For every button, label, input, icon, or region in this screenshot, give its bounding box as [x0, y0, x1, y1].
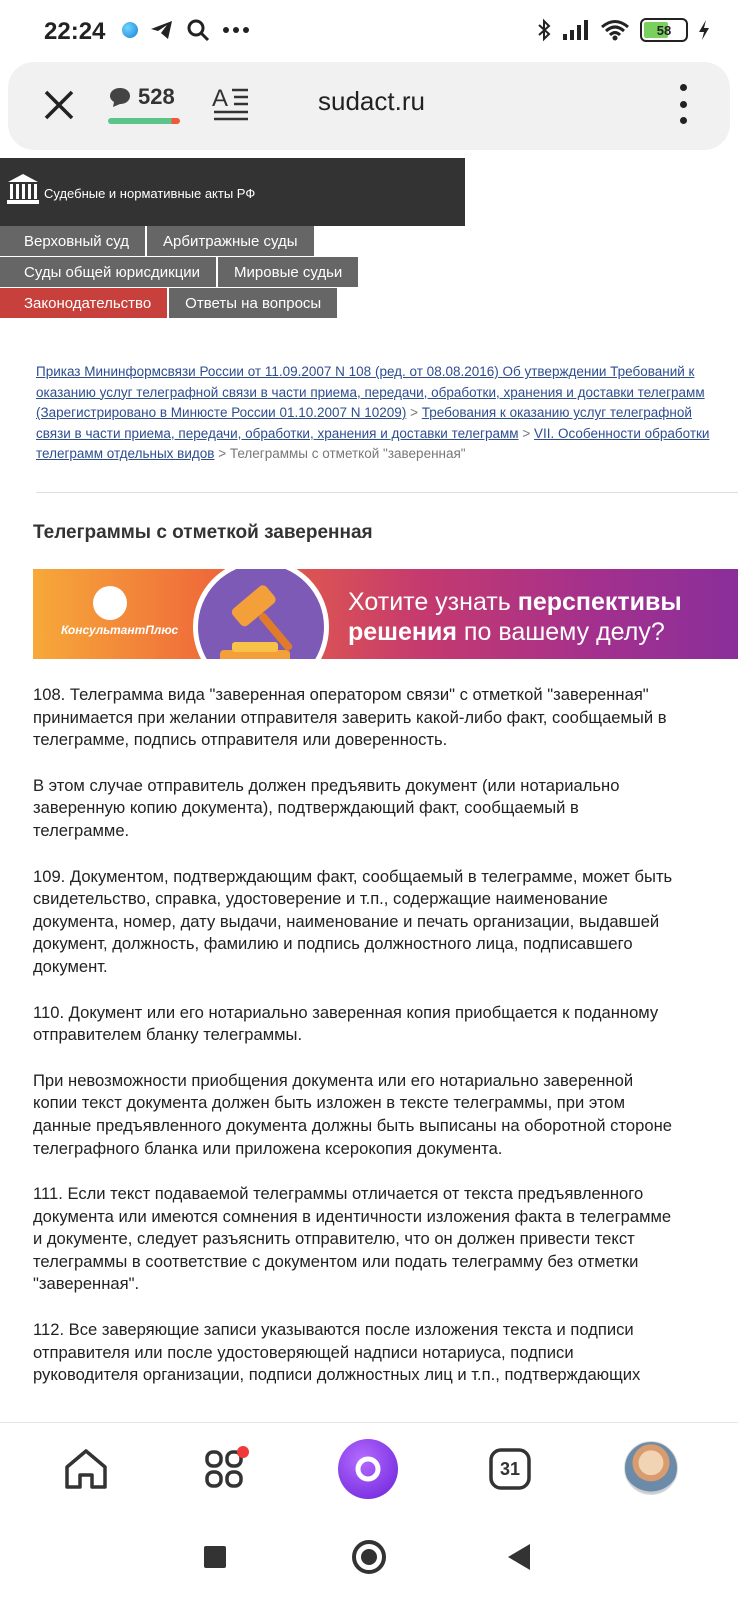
status-system-icons — [536, 18, 710, 42]
paragraph: 112. Все заверяющие записи указываются после изложения текста и подписи отправителя или после удостоверяющей надписи нотариуса, подписи руководителя организации, подписи должностных лиц и т.п., подтверждающих — [33, 1320, 641, 1385]
nav-row-3 — [0, 288, 339, 318]
system-nav-bar — [0, 1514, 738, 1600]
reader-mode-icon[interactable] — [212, 82, 252, 122]
wifi-icon — [600, 19, 630, 41]
home-button[interactable] — [60, 1443, 112, 1495]
browser-bottom-nav — [0, 1422, 738, 1514]
status-notification-icons — [122, 18, 250, 42]
banner-line1-normal: Хотите узнать — [348, 588, 518, 616]
nav-tab-legislation[interactable]: Законодательство — [0, 288, 169, 318]
breadcrumb — [36, 362, 716, 465]
status-bar — [0, 0, 738, 62]
paragraph: В этом случае отправитель должен предъявить документ (или нотариально заверенную копию документа), подтверждающий факт, сообщаемый в телеграмме. — [33, 775, 620, 840]
bluetooth-icon — [536, 18, 552, 42]
alice-icon — [353, 1454, 383, 1484]
tabs-count: 31 — [499, 1458, 521, 1479]
browser-menu-icon[interactable] — [676, 84, 690, 124]
status-time: 22:24 — [44, 18, 106, 45]
battery-level: 58 — [656, 22, 672, 38]
article-body — [33, 684, 738, 1410]
banner-line2-normal: по вашему делу? — [456, 618, 665, 646]
banner-line1-bold: перспективы — [517, 588, 682, 616]
telegram-icon — [150, 19, 174, 41]
paragraph: При невозможности приобщения документа или его нотариально заверенной копии текст документа должен быть изложен в тексте телеграммы, при этом данные предъявленного документа должны быть выписаны на оборотной стороне телеграфного бланка или приложена ксерокопия документа. — [33, 1070, 672, 1158]
close-icon[interactable] — [38, 84, 80, 126]
nav-tab-general-courts[interactable]: Суды общей юрисдикции — [0, 257, 218, 287]
alice-assistant-button[interactable] — [338, 1439, 398, 1499]
recents-button[interactable] — [204, 1546, 226, 1568]
app-notification-icon — [122, 22, 138, 38]
page-title: Телеграммы с отметкой заверенная — [33, 522, 373, 543]
nav-tab-qa[interactable]: Ответы на вопросы — [169, 288, 339, 318]
breadcrumb-link-section[interactable]: VII. Особенности обработки телеграмм отдельных видов — [36, 425, 710, 461]
gavel-icon — [198, 569, 324, 659]
nav-tab-arbitration-courts[interactable]: Арбитражные суды — [147, 226, 316, 256]
banner-line2-bold: решения — [348, 618, 457, 646]
paragraph: 109. Документом, подтверждающим факт, сообщаемый в телеграмме, может быть свидетельство, справка, удостоверение и т.п., содержащие наименование документа, номер, дату выдачи, наименование и печать организации, выдавшей документ, должность, фамилию и подпись должностного лица, подписавшего документ. — [33, 866, 673, 976]
paragraph: 108. Телеграмма вида "заверенная оператором связи" с отметкой "заверенная" принимается при желании отправителя заверить какой-либо факт, сообщаемый в телеграмме, подпись отправителя или доверенность. — [33, 685, 667, 750]
more-notifications-icon — [222, 26, 250, 34]
site-header — [0, 158, 465, 226]
banner-logo-text: КонсультантПлюс — [61, 623, 179, 637]
charging-icon — [698, 19, 710, 41]
paragraph: 111. Если текст подаваемой телеграммы отличается от текста предъявленного документа или имеются сомнения в идентичности изложения факта в телеграмме и документе, следует разъяснить отправителю, что он должен привести текст телеграммы в соответствие с документом или подать телеграмму без отметки "заверенная". — [33, 1184, 672, 1294]
signal-icon — [562, 19, 590, 41]
consultant-mascot-icon — [93, 586, 127, 620]
back-button[interactable] — [508, 1544, 530, 1570]
nav-row-2 — [0, 257, 360, 287]
avatar[interactable] — [624, 1441, 678, 1495]
browser-toolbar — [8, 62, 730, 150]
nav-row-1 — [0, 226, 316, 256]
search-icon — [186, 18, 210, 42]
divider — [36, 492, 738, 493]
breadcrumb-current: Телеграммы с отметкой "заверенная" — [229, 446, 466, 461]
home-icon — [63, 1447, 109, 1491]
breadcrumb-separator: > — [410, 405, 418, 420]
breadcrumb-link-requirements[interactable]: Требования к оказанию услуг телеграфной связи в части приема, передачи, обработки, хранения и доставки телеграмм — [36, 405, 692, 441]
ad-banner[interactable] — [33, 569, 738, 659]
comments-rating-bar — [108, 118, 180, 124]
comments-count: 528 — [138, 84, 175, 109]
courthouse-logo-icon[interactable] — [6, 172, 40, 206]
comment-bubble-icon — [108, 86, 132, 108]
svg-text:A: A — [212, 85, 229, 112]
tabs-button[interactable] — [484, 1443, 536, 1495]
services-button[interactable] — [200, 1443, 252, 1495]
breadcrumb-link-order[interactable]: Приказ Мининформсвязи России от 11.09.2007 N 108 (ред. от 08.08.2016) Об утверждении Требований к оказанию услуг телеграфной связи в части приема, передачи, обработки, хранения и доставки телеграмм (Зарегистрировано в Минюсте России 01.10.2007 N 10209) — [36, 364, 705, 420]
article-content — [6, 332, 738, 1422]
breadcrumb-separator: > — [522, 425, 531, 441]
banner-text — [348, 587, 682, 647]
nav-tab-magistrates[interactable]: Мировые судьи — [218, 257, 360, 287]
home-system-button[interactable] — [352, 1540, 386, 1574]
battery-indicator — [640, 18, 688, 42]
banner-image-circle — [193, 569, 329, 659]
nav-tab-supreme-court[interactable]: Верховный суд — [0, 226, 147, 256]
services-grid-icon — [203, 1446, 249, 1492]
comments-button[interactable] — [108, 84, 175, 110]
breadcrumb-separator: > — [218, 446, 227, 461]
site-title[interactable]: Судебные и нормативные акты РФ — [44, 186, 256, 201]
paragraph: 110. Документ или его нотариально заверенная копия приобщается к поданному отправителем бланку телеграммы. — [33, 1002, 659, 1045]
address-domain[interactable]: sudact.ru — [318, 86, 425, 116]
